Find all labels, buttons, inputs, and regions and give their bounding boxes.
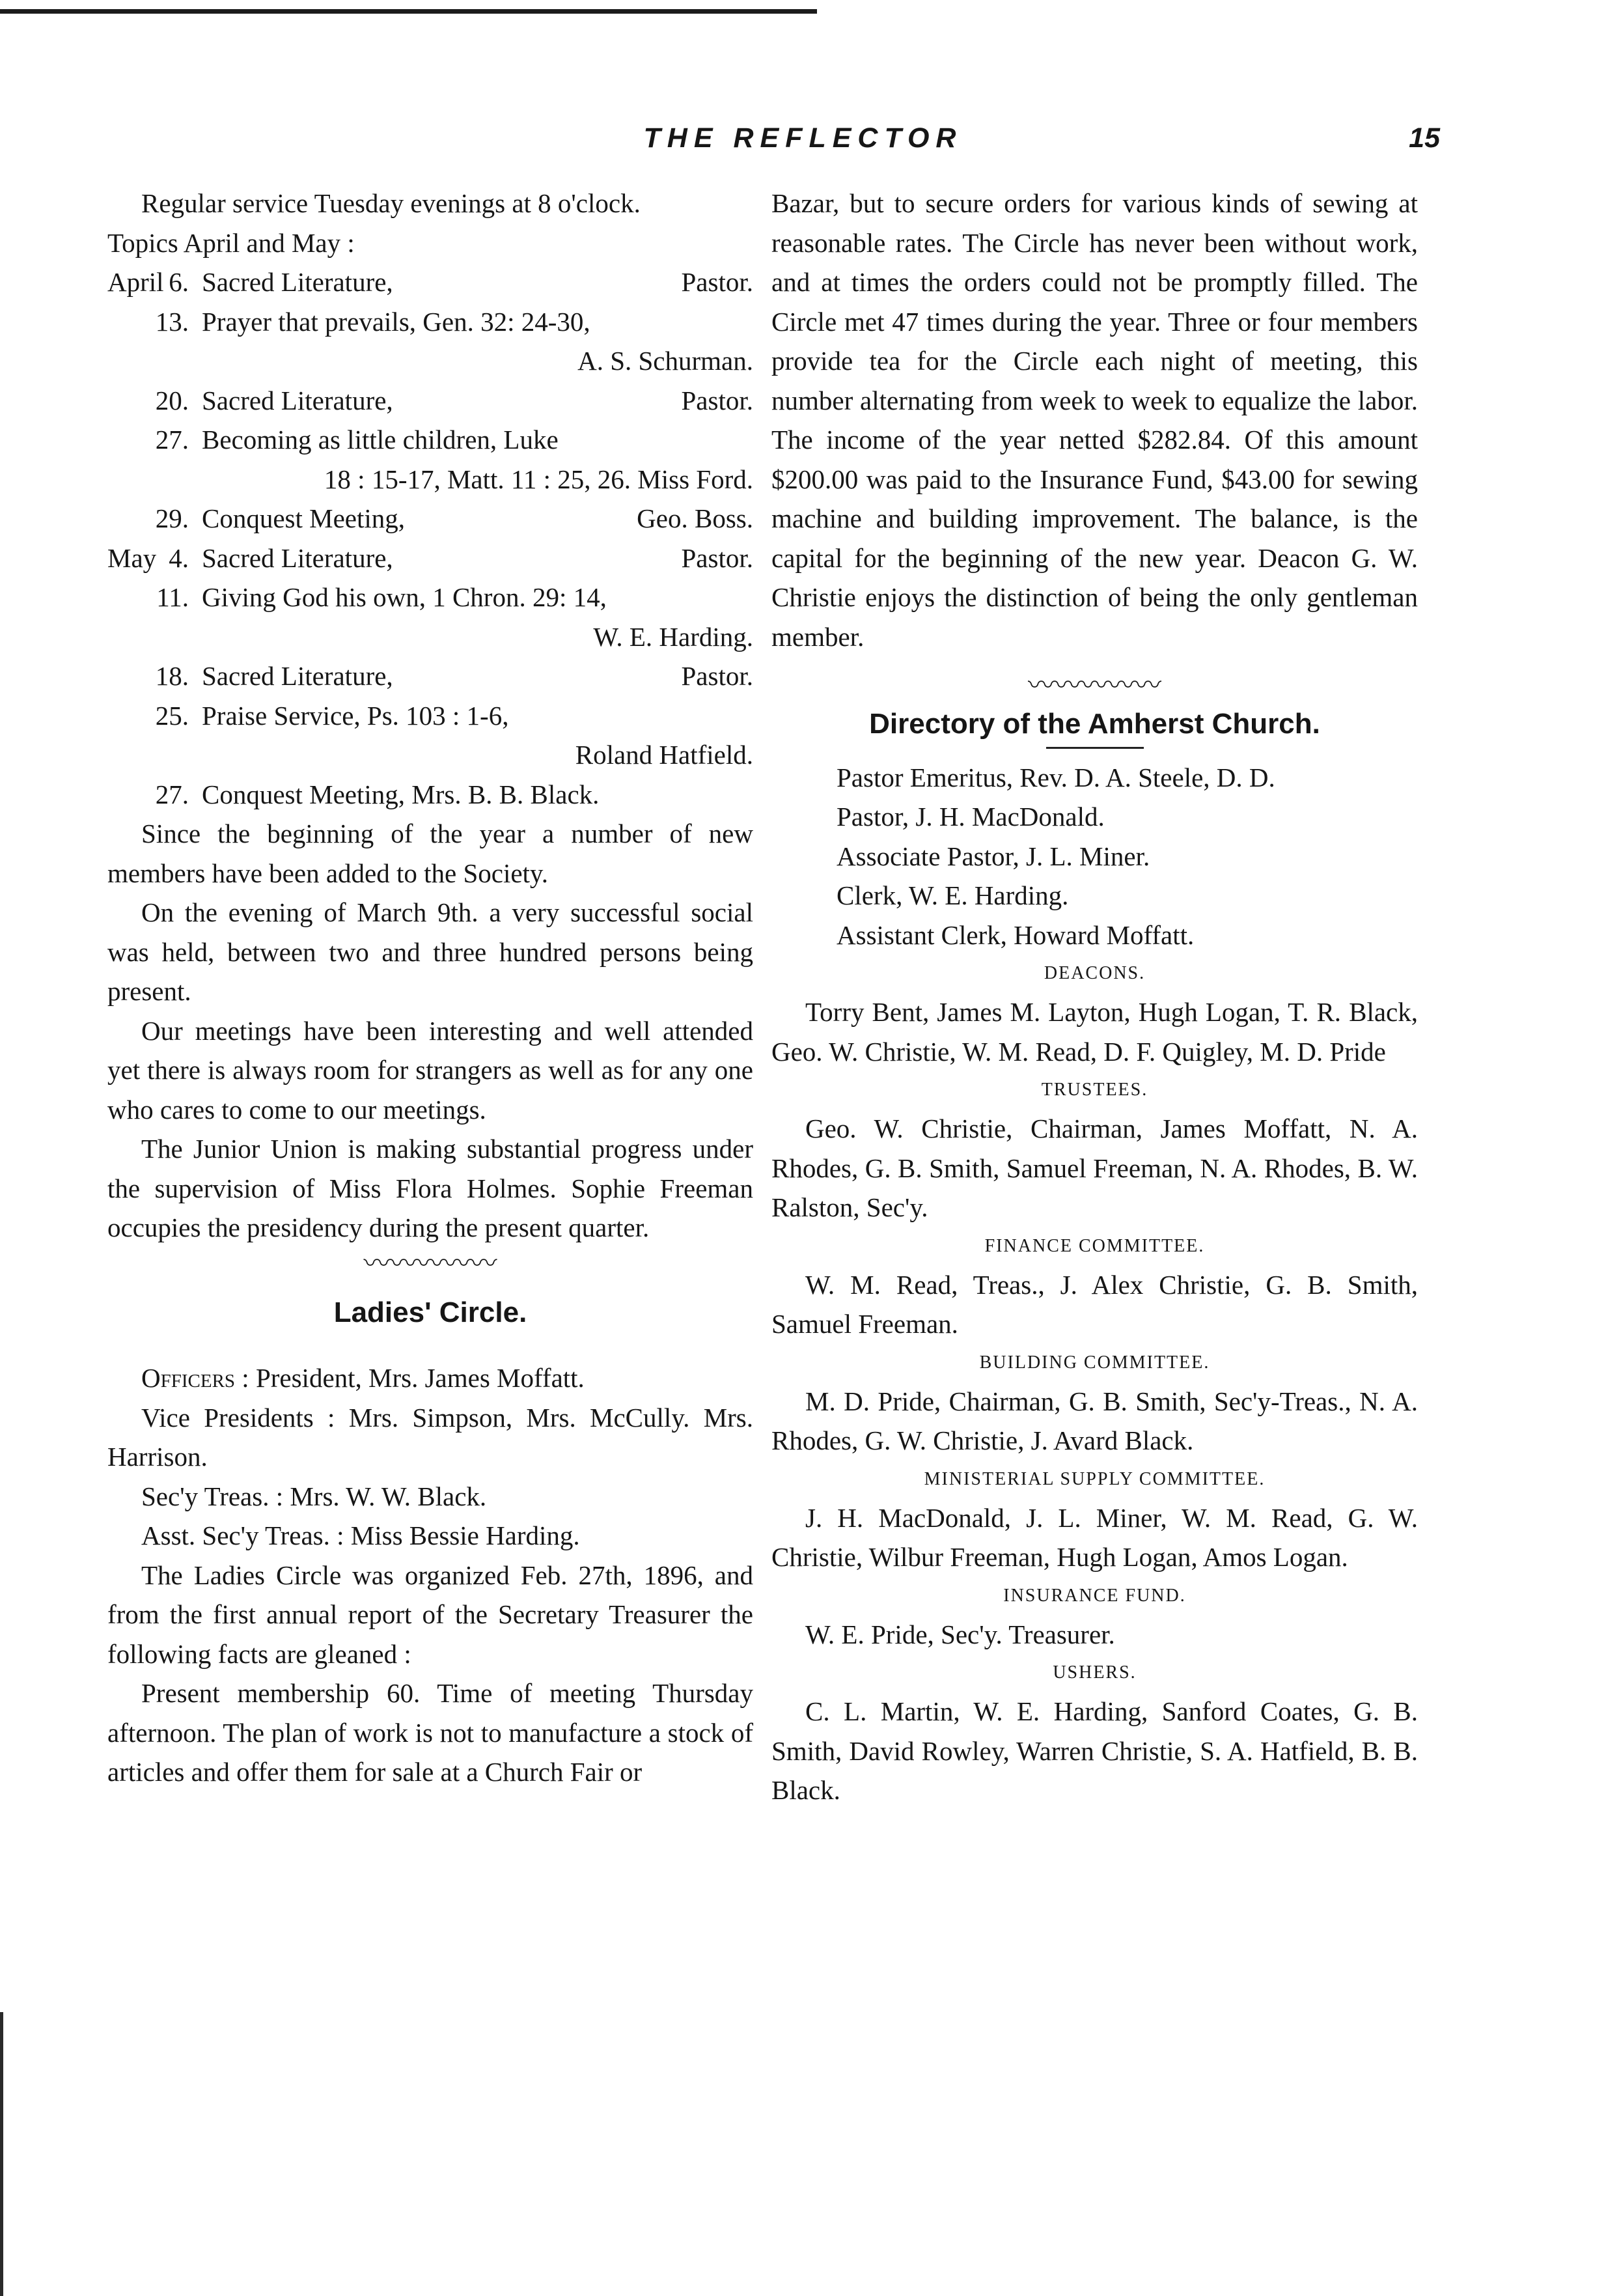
schedule-day: 11.: [156, 582, 189, 612]
schedule-date: [107, 262, 202, 302]
vice-label: Vice Presidents :: [141, 1402, 335, 1433]
schedule-continuation: [107, 735, 753, 775]
schedule-date: [107, 656, 202, 696]
vice-text: Mrs. Simpson, Mrs. McCully. Mrs. Harrison.: [107, 1402, 754, 1472]
schedule-day: 4.: [169, 542, 189, 573]
schedule-row: [107, 262, 753, 302]
ladies-circle-heading: Ladies' Circle.: [333, 1296, 527, 1328]
directory-sections: [771, 955, 1418, 1810]
schedule-row: [107, 775, 753, 815]
directory-heading: Directory of the Amherst Church.: [869, 708, 1320, 740]
schedule-entry: [107, 578, 607, 617]
schedule-date: [107, 381, 202, 421]
schedule-topic: Sacred Literature,: [202, 385, 393, 415]
scan-edge-line: [0, 2012, 3, 2296]
directory-officer: Assistant Clerk, Howard Moffatt.: [837, 919, 1195, 950]
schedule-date: [107, 539, 202, 578]
schedule-entry: [107, 499, 405, 539]
schedule-entry: [107, 262, 393, 302]
sec-text: Mrs. W. W. Black.: [290, 1481, 487, 1511]
society-paragraphs: [107, 814, 753, 1248]
wavy-divider: 〰〰〰〰〰: [1028, 670, 1161, 700]
schedule-topic: Sacred Literature,: [202, 661, 393, 691]
directory-section-names: W. M. Read, Treas., J. Alex Christie, G. B. Smith, Samuel Freeman.: [771, 1269, 1418, 1339]
directory-officer: Pastor, J. H. MacDonald.: [837, 802, 1105, 832]
directory-section-names: M. D. Pride, Chairman, G. B. Smith, Sec'y-Treas., N. A. Rhodes, G. W. Christie, J. Avard Black.: [771, 1386, 1418, 1455]
circle-paragraph: The Ladies Circle was organized Feb. 27th, 1896, and from the first annual report of the Secretary Treasurer the following facts are gleaned :: [107, 1560, 753, 1669]
schedule-speaker: Geo. Boss.: [637, 503, 753, 533]
schedule-day: 25.: [155, 700, 189, 731]
schedule-date: [107, 696, 202, 736]
left-column: [107, 184, 753, 1792]
schedule-day: 27.: [155, 425, 189, 455]
schedule-day: 13.: [155, 306, 189, 337]
directory-section-heading: BUILDING COMMITTEE.: [979, 1352, 1210, 1373]
society-paragraph: On the evening of March 9th. a very successful social was held, between two and three hundred persons being present.: [107, 897, 753, 1006]
schedule-date: [107, 499, 202, 539]
top-border-line: [0, 9, 817, 14]
schedule-entry: [107, 775, 599, 815]
asst-text: Miss Bessie Harding.: [350, 1520, 580, 1550]
schedule-speaker: W. E. Harding.: [593, 621, 753, 652]
directory-section-heading: FINANCE COMMITTEE.: [984, 1235, 1205, 1256]
heading-rule: [1046, 747, 1144, 749]
directory-section-names: Torry Bent, James M. Layton, Hugh Logan, T. R. Black, Geo. W. Christie, W. M. Read, D. F. Quigley, M. D. Pride: [771, 997, 1418, 1067]
schedule-day: 18.: [155, 661, 189, 691]
schedule-day: 6.: [169, 267, 189, 297]
directory-officer: Associate Pastor, J. L. Miner.: [837, 841, 1150, 871]
schedule-topic: Sacred Literature,: [202, 542, 393, 573]
topics-heading: Topics April and May :: [107, 227, 355, 258]
schedule-day: 27.: [155, 779, 189, 809]
asst-label: Asst. Sec'y Treas. :: [141, 1520, 344, 1550]
directory-section-heading: MINISTERIAL SUPPLY COMMITTEE.: [924, 1468, 1266, 1489]
society-paragraph: Since the beginning of the year a number of new members have been added to the Society.: [107, 819, 753, 888]
schedule-speaker: Pastor.: [681, 267, 753, 297]
circle-continued-paragraph: Bazar, but to secure orders for various kinds of sewing at reasonable rates. The Circle has never been without work, and at times the orders could not be promptly filled. The Circle met 47 times during the year. Three or four members provide tea for the Circle each night of meeting, this number alternating from week to week to equalize the labor. The income of the year netted $282.84. Of this amount $200.00 was paid to the Insurance Fund, $43.00 for sewing machine and building improvement. The balance, is the capital for the beginning of the new year. Deacon G. W. Christie enjoys the distinction of being the only gentleman member.: [771, 188, 1418, 652]
directory-section-names: W. E. Pride, Sec'y. Treasurer.: [805, 1619, 1115, 1649]
schedule-topic: Sacred Literature,: [202, 267, 393, 297]
schedule-date: [107, 420, 202, 460]
page-number: 15: [1409, 122, 1440, 154]
directory-section-names: C. L. Martin, W. E. Harding, Sanford Coates, G. B. Smith, David Rowley, Warren Christie, S. A. Hatfield, B. B. Black.: [771, 1696, 1418, 1805]
schedule-row: [107, 420, 753, 460]
schedule-entry: [107, 656, 393, 696]
schedule-topic: Conquest Meeting,: [202, 503, 406, 533]
schedule-date: [107, 775, 202, 815]
circle-paragraph: Present membership 60. Time of meeting Thursday afternoon. The plan of work is not to manufacture a stock of articles and offer them for sale at a Church Fair or: [107, 1678, 753, 1787]
officers-label: Officers :: [141, 1363, 249, 1393]
directory-section-heading: TRUSTEES.: [1041, 1080, 1148, 1100]
directory-section-heading: DEACONS.: [1044, 963, 1146, 983]
topics-schedule: [107, 262, 753, 814]
officers-line: [107, 1358, 753, 1398]
schedule-row: [107, 656, 753, 696]
schedule-continuation: [107, 460, 753, 499]
society-paragraph: Our meetings have been interesting and well attended yet there is always room for strangers as well as for any one who cares to come to our meetings.: [107, 1015, 753, 1125]
officers-text: President, Mrs. James Moffatt.: [255, 1363, 585, 1393]
schedule-speaker: Pastor.: [681, 661, 753, 691]
schedule-continuation: [107, 617, 753, 657]
schedule-topic: Becoming as little children, Luke: [202, 425, 559, 455]
asst-sec-line: [107, 1516, 753, 1556]
schedule-topic: Praise Service, Ps. 103 : 1-6,: [202, 700, 509, 731]
schedule-row: [107, 539, 753, 578]
directory-officers: [771, 758, 1418, 955]
schedule-speaker: 18 : 15-17, Matt. 11 : 25, 26. Miss Ford.: [324, 464, 753, 494]
schedule-topic: Giving God his own, 1 Chron. 29: 14,: [202, 582, 607, 612]
service-note: Regular service Tuesday evenings at 8 o'clock.: [141, 188, 641, 218]
schedule-continuation: [107, 341, 753, 381]
vice-presidents-line: [107, 1398, 753, 1477]
schedule-row: [107, 578, 753, 617]
schedule-entry: [107, 302, 590, 342]
sec-treas-line: [107, 1477, 753, 1517]
schedule-row: [107, 302, 753, 342]
directory-section-heading: USHERS.: [1053, 1662, 1137, 1683]
schedule-topic: Prayer that prevails, Gen. 32: 24-30,: [202, 306, 590, 337]
schedule-row: [107, 696, 753, 736]
schedule-date: [107, 578, 202, 617]
schedule-speaker: A. S. Schurman.: [577, 346, 753, 376]
directory-officer: Pastor Emeritus, Rev. D. A. Steele, D. D.: [837, 762, 1275, 792]
schedule-day: 29.: [155, 503, 189, 533]
schedule-entry: [107, 539, 393, 578]
schedule-speaker: Pastor.: [681, 385, 753, 415]
directory-section-names: Geo. W. Christie, Chairman, James Moffatt, N. A. Rhodes, G. B. Smith, Samuel Freeman, N. A. Rhodes, B. W. Ralston, Sec'y.: [771, 1113, 1418, 1222]
page-title: THE REFLECTOR: [643, 122, 963, 154]
schedule-entry: [107, 381, 393, 421]
schedule-row: [107, 499, 753, 539]
schedule-topic: Conquest Meeting, Mrs. B. B. Black.: [202, 779, 600, 809]
schedule-speaker: Pastor.: [681, 542, 753, 573]
right-column: [771, 184, 1418, 1810]
wavy-divider: 〰〰〰〰〰: [363, 1248, 497, 1278]
directory-officer: Clerk, W. E. Harding.: [837, 880, 1069, 910]
directory-section-heading: INSURANCE FUND.: [1003, 1585, 1186, 1606]
schedule-entry: [107, 420, 559, 460]
society-paragraph: The Junior Union is making substantial progress under the supervision of Miss Flora Holmes. Sophie Freeman occupies the presidency during the present quarter.: [107, 1134, 753, 1242]
schedule-day: 20.: [155, 385, 189, 415]
schedule-entry: [107, 696, 508, 736]
schedule-month: April: [107, 267, 164, 297]
schedule-date: [107, 302, 202, 342]
sec-label: Sec'y Treas. :: [141, 1481, 284, 1511]
schedule-row: [107, 381, 753, 421]
schedule-speaker: Roland Hatfield.: [575, 740, 753, 770]
schedule-month: May: [107, 542, 157, 573]
directory-section-names: J. H. MacDonald, J. L. Miner, W. M. Read, G. W. Christie, Wilbur Freeman, Hugh Logan, Amos Logan.: [771, 1502, 1418, 1572]
